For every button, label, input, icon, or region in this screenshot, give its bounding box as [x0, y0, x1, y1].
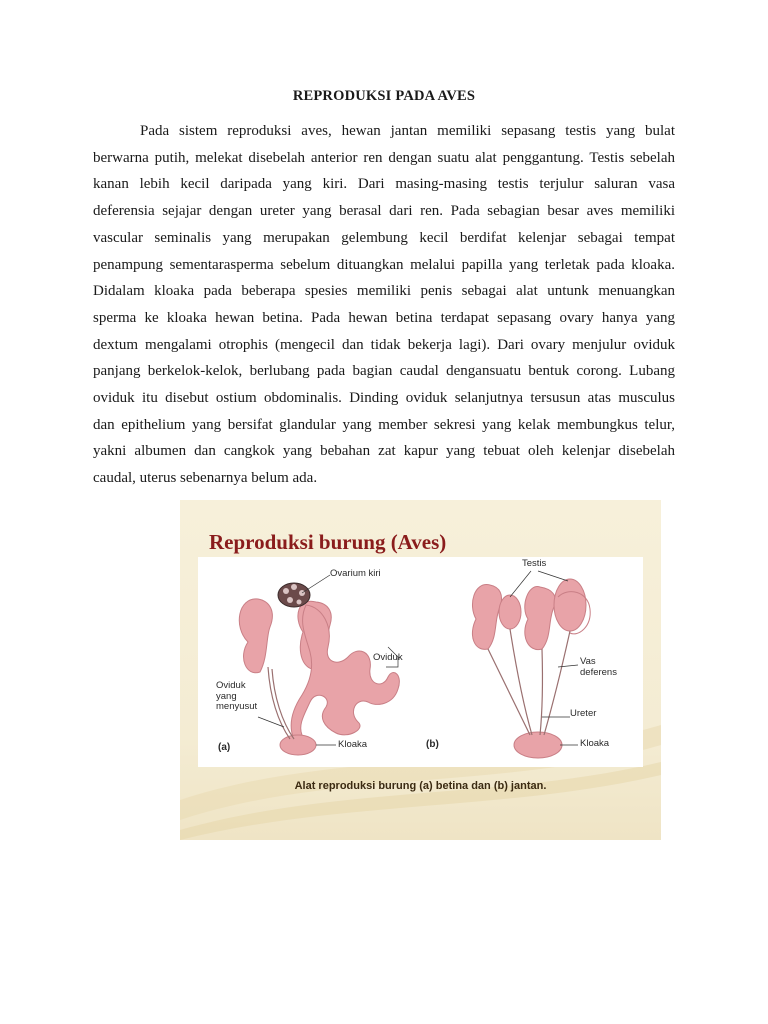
bird-reproductive-organs-illustration: [198, 557, 643, 767]
kidney-left-shape: [239, 599, 272, 673]
label-panel-a: (a): [218, 742, 231, 753]
paragraph-line: dan epithelium yang bersifat glandular yang member sekresi yang kelak membungkus telur,: [93, 416, 675, 433]
body-paragraph: [93, 118, 675, 492]
label-ovarium-kiri: Ovarium kiri: [330, 568, 381, 579]
figure-caption: Alat reproduksi burung (a) betina dan (b) jantan.: [294, 780, 547, 792]
page-title: REPRODUKSI PADA AVES: [292, 88, 476, 104]
paragraph-line: oviduk itu disebut ostium obdominalis. Dinding oviduk selanjutnya tersusun atas musculus: [93, 390, 675, 407]
paragraph-line: sperma ke kloaka hewan betina. Pada hewan betina terdapat sepasang ovary hanya yang: [93, 309, 675, 326]
label-oviduk: Oviduk: [373, 652, 403, 663]
kidney-b-right-shape: [525, 587, 555, 650]
paragraph-line: vascular seminalis yang merupakan gelembung kecil berdifat kelenjar sebagai tempat: [93, 229, 675, 246]
paragraph-line: Didalam kloaka pada beberapa spesies memiliki penis sebagai alat untunk menuangkan: [93, 283, 675, 300]
kidney-b-left-shape: [472, 585, 501, 650]
ureter-right: [540, 649, 542, 735]
figure-title: Reproduksi burung (Aves): [209, 530, 447, 554]
paragraph-line: kanan lebih kecil daripada yang kiri. Dari masing-masing testis terjulur saluran vasa: [93, 176, 675, 193]
paragraph-line: caudal, uterus sebenarnya belum ada.: [93, 470, 318, 487]
label-ureter: Ureter: [570, 708, 597, 719]
paragraph-line: berwarna putih, melekat disebelah anterior ren dengan suatu alat penggantung. Testis sebelah: [93, 149, 675, 166]
paragraph-line: deferensia sejajar dengan ureter yang berasal dari ren. Pada sebagian besar aves memiliki: [93, 203, 675, 220]
paragraph-line: yakni albumen dan cangkok yang bebahan zat kapur yang tebuat oleh kelenjar disebelah: [93, 443, 675, 460]
paragraph-line: dextum mengalami otrophis (mengecil dan tidak bekerja lagi). Dari ovary menjulur oviduk: [93, 336, 675, 353]
label-kloaka-a: Kloaka: [338, 739, 368, 750]
label-panel-b: (b): [426, 739, 439, 750]
reproduction-figure: [180, 500, 661, 840]
paragraph-line: panjang berkelok-kelok, berlubang pada bagian caudal dengansuatu bentuk corong. Lubang: [93, 363, 675, 380]
label-testis: Testis: [522, 558, 547, 569]
illustration-panel: [198, 557, 643, 767]
label-oviduk-menyusut: Oviduk yang menyusut: [216, 680, 258, 712]
vas-deferens-right: [544, 631, 570, 735]
label-kloaka-b: Kloaka: [580, 738, 610, 749]
cloaca-b-shape: [514, 732, 562, 758]
testis-right-shape: [554, 579, 586, 631]
paragraph-line: Pada sistem reproduksi aves, hewan jantan memiliki sepasang testis yang bulat: [140, 123, 675, 139]
oviduct-shape: [291, 605, 399, 737]
testis-left-shape: [499, 595, 521, 629]
cloaca-a-shape: [280, 735, 316, 755]
label-vas-deferens: Vas deferens: [580, 656, 617, 678]
paragraph-line: penampung sementarasperma sebelum dituangkan melalui papilla yang terletak pada kloaka.: [93, 256, 675, 273]
ureter-left: [488, 649, 530, 735]
